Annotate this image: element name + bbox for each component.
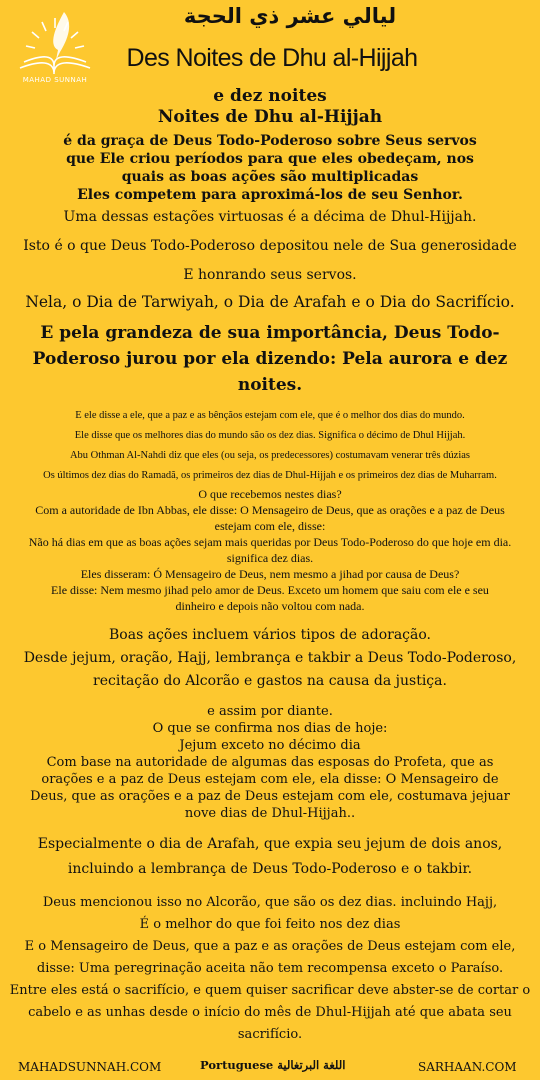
paragraph: O que se confirma nos dias de hoje:	[152, 721, 388, 736]
paragraph: E ele disse a ele, que a paz e as bênçãos estejam com ele, que é o melhor dos dias do mundo.	[75, 410, 465, 421]
paragraph: é da graça de Deus Todo-Poderoso sobre Seus servos que Ele criou períodos para que eles obedeçam, nos quais as boas ações são multiplicadas	[63, 133, 477, 185]
paragraph: E o Mensageiro de Deus, que a paz e as orações de Deus estejam com ele, disse: Uma peregrinação aceita não tem recompensa exceto o Paraíso.	[24, 939, 516, 976]
paragraph: Isto é o que Deus Todo-Poderoso depositou nele de Sua generosidade	[23, 238, 517, 254]
logo-text: MAHAD SUNNAH	[22, 76, 88, 84]
paragraph: Ele disse: Nem mesmo jihad pelo amor de Deus. Exceto um homem que saiu com ele e seu dinheiro e depois não voltou com nada.	[51, 583, 489, 613]
paragraph: Os últimos dez dias do Ramadã, os primeiros dez dias de Dhul-Hijjah e os primeiros dez dias de Muharram.	[43, 470, 497, 481]
footer	[0, 1058, 540, 1078]
paragraph: E pela grandeza de sua importância, Deus Todo-Poderoso jurou por ela dizendo: Pela aurora e dez noites.	[32, 323, 508, 395]
paragraph: Uma dessas estações virtuosas é a décima de Dhul-Hijjah.	[63, 209, 477, 225]
paragraph: Desde jejum, oração, Hajj, lembrança e takbir a Deus Todo-Poderoso,	[23, 650, 517, 666]
footer-link-mahadsunnah[interactable]: MAHADSUNNAH.COM	[18, 1060, 162, 1074]
paragraph: O que recebemos nestes dias?	[198, 487, 342, 501]
paragraph: Com a autoridade de Ibn Abbas, ele disse: O Mensageiro de Deus, que as orações e a paz de Deus estejam com ele, disse:	[35, 503, 505, 533]
subtitle-dez-noites: e dez noites	[213, 86, 327, 106]
paragraph: Eles competem para aproximá-los de seu Senhor.	[77, 187, 463, 203]
paragraph: Com base na autoridade de algumas das esposas do Profeta, que as orações e a paz de Deus estejam com ele, ela disse: O Mensageiro de Deus, que as orações e a paz de Deus estejam com ele, costumava jejuar nove dias de Dhul-Hijjah..	[30, 755, 510, 821]
subtitle-noites: Noites de Dhu al-Hijjah	[157, 107, 383, 127]
paragraph: Especialmente o dia de Arafah, que expia seu jejum de dois anos,	[37, 836, 503, 852]
paragraph: Eles disseram: Ó Mensageiro de Deus, nem mesmo a jihad por causa de Deus?	[80, 567, 460, 581]
paragraph: incluindo a lembrança de Deus Todo-Poderoso e o takbir.	[67, 861, 473, 877]
paragraph: É o melhor do que foi feito nos dez dias	[139, 917, 401, 932]
paragraph: e assim por diante.	[207, 704, 333, 719]
paragraph: Jejum exceto no décimo dia	[179, 738, 361, 753]
paragraph: Deus mencionou isso no Alcorão, que são os dez dias. incluindo Hajj,	[42, 895, 498, 910]
paragraph: recitação do Alcorão e gastos na causa da justiça.	[93, 673, 447, 689]
article-body	[8, 86, 532, 1046]
paragraph: Entre eles está o sacrifício, e quem quiser sacrificar deve abster-se de cortar o cabelo e as unhas desde o início do mês de Dhul-Hijjah até que abata seu sacrifício.	[9, 983, 531, 1042]
paragraph: Não há dias em que as boas ações sejam mais queridas por Deus Todo-Poderoso do que hoje em dia. significa dez dias.	[28, 535, 512, 565]
footer-language: Portuguese اللغة البرتغالية	[200, 1058, 346, 1072]
paragraph: Nela, o Dia de Tarwiyah, o Dia de Arafah e o Dia do Sacrifício.	[25, 293, 515, 311]
footer-link-sarhaan[interactable]: SARHAAN.COM	[418, 1060, 517, 1074]
paragraph: Abu Othman Al-Nahdi diz que eles (ou seja, os predecessores) costumavam venerar três dúzias	[69, 450, 471, 461]
arabic-title: ليالي عشر ذي الحجة	[183, 4, 397, 28]
paragraph: Ele disse que os melhores dias do mundo são os dez dias. Significa o décimo de Dhul Hijjah.	[74, 430, 466, 441]
paragraph: E honrando seus servos.	[183, 267, 357, 283]
paragraph: Boas ações incluem vários tipos de adoração.	[109, 627, 431, 643]
page-title: Des Noites de Dhu al-Hijjah	[126, 44, 418, 72]
